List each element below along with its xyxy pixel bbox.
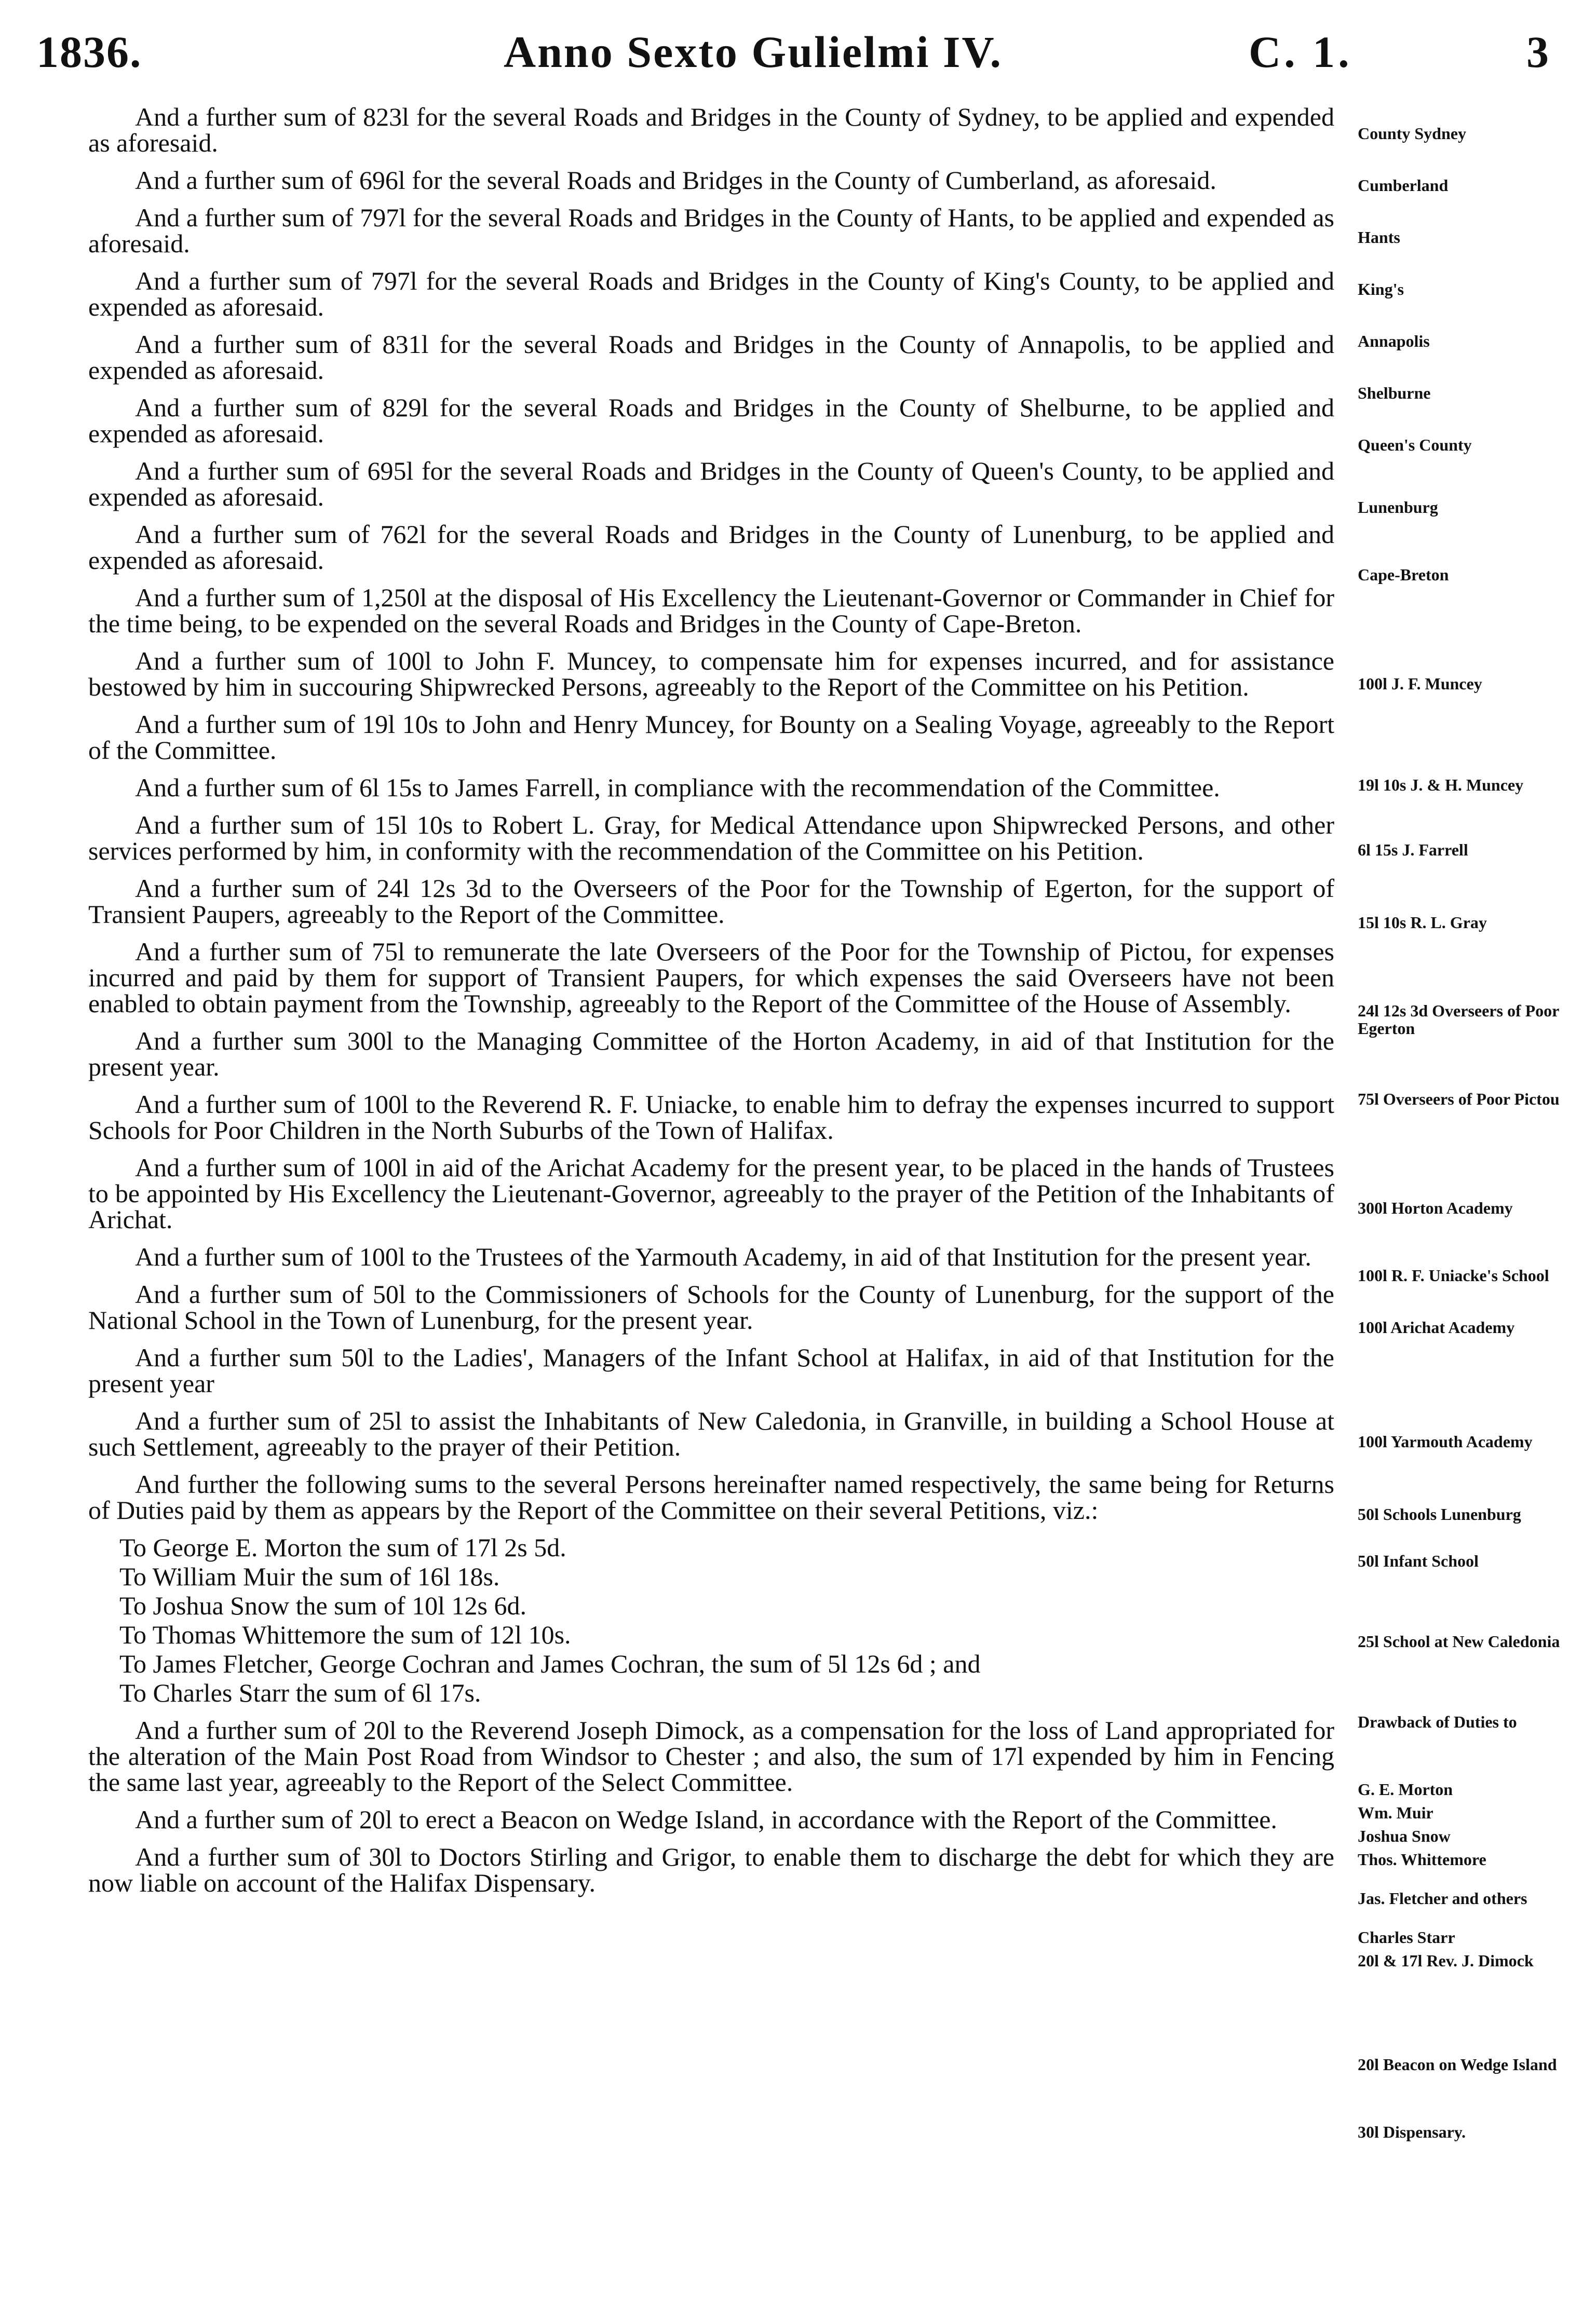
margin-note: Shelburne [1358, 384, 1431, 402]
main-text [88, 104, 1334, 1907]
margin-note: 6l 15s J. Farrell [1358, 840, 1468, 859]
entry-infant-school: And a further sum 50l to the Ladies', Managers of the Infant School at Halifax, in aid of that Institution for the present year [88, 1343, 1334, 1398]
entry-farrell: And a further sum of 6l 15s to James Farrell, in compliance with the recommendation of the Committee. [135, 773, 1220, 802]
margin-note: King's [1358, 280, 1404, 298]
entry-drawback: And further the following sums to the several Persons hereinafter named respectively, the same being for Returns of Duties paid by them as appears by the Report of the Committee on their several Petitions, viz.: [88, 1470, 1334, 1525]
entry-lunenburg: And a further sum of 762l for the several Roads and Bridges in the County of Lunenburg, to be applied and expended as aforesaid. [88, 520, 1334, 575]
entry-kings: And a further sum of 797l for the several Roads and Bridges in the County of King's County, to be applied and expended as aforesaid. [88, 266, 1334, 321]
entry-schools-lunenburg: And a further sum of 50l to the Commissioners of Schools for the County of Lunenburg, for the support of the National School in the Town of Lunenburg, for the present year. [88, 1280, 1334, 1335]
margin-note: Queen's County [1358, 436, 1472, 454]
margin-note: G. E. Morton [1358, 1780, 1453, 1799]
entry-cape-breton: And a further sum of 1,250l at the disposal of His Excellency the Lieutenant-Governor or Commander in Chief for the time being, to be expended on the several Roads and Bridges in the County of Cape-Breton. [88, 583, 1334, 638]
entry-snow: To Joshua Snow the sum of 10l 12s 6d. [119, 1591, 527, 1620]
header-page-number: 3 [1526, 27, 1549, 77]
margin-note: 25l School at New Caledonia [1358, 1632, 1560, 1651]
entry-cumberland: And a further sum of 696l for the several Roads and Bridges in the County of Cumberland, as aforesaid. [135, 166, 1216, 195]
entry-new-caledonia: And a further sum of 25l to assist the Inhabitants of New Caledonia, in Granville, in building a School House at such Settlement, agreeably to the prayer of their Petition. [88, 1406, 1334, 1461]
entry-j-f-muncey: And a further sum of 100l to John F. Muncey, to compensate him for expenses incurred, and for assistance bestowed by him in succouring Shipwrecked Persons, agreeably to the Report of the Committee on his Petition. [88, 646, 1334, 701]
page-header [36, 21, 1563, 99]
margin-note: Joshua Snow [1358, 1827, 1451, 1845]
entry-beacon: And a further sum of 20l to erect a Beacon on Wedge Island, in accordance with the Report of the Committee. [135, 1805, 1277, 1834]
header-chapter: C. 1. [1249, 27, 1352, 77]
margin-note: Jas. Fletcher and others [1358, 1889, 1527, 1908]
entry-uniacke: And a further sum of 100l to the Reverend R. F. Uniacke, to enable him to defray the expenses incurred to support Schools for Poor Children in the North Suburbs of the Town of Halifax. [88, 1090, 1334, 1145]
margin-note: 20l Beacon on Wedge Island [1358, 2055, 1557, 2074]
header-title: Anno Sexto Gulielmi IV. [504, 27, 1003, 77]
margin-note: 75l Overseers of Poor Pictou [1358, 1090, 1560, 1108]
margin-note: Drawback of Duties to [1358, 1713, 1517, 1731]
margin-note: Thos. Whittemore [1358, 1850, 1486, 1869]
entry-sydney: And a further sum of 823l for the several Roads and Bridges in the County of Sydney, to be applied and expended as aforesaid. [88, 102, 1334, 157]
margin-note: 50l Infant School [1358, 1552, 1479, 1570]
margin-note: 100l J. F. Muncey [1358, 674, 1482, 693]
entry-starr: To Charles Starr the sum of 6l 17s. [119, 1678, 481, 1707]
margin-note: 15l 10s R. L. Gray [1358, 913, 1487, 932]
margin-note: 19l 10s J. & H. Muncey [1358, 776, 1524, 794]
entry-hants: And a further sum of 797l for the several Roads and Bridges in the County of Hants, to be applied and expended as aforesaid. [88, 203, 1334, 258]
entry-queens: And a further sum of 695l for the several Roads and Bridges in the County of Queen's County, to be applied and expended as aforesaid. [88, 456, 1334, 511]
margin-note: 50l Schools Lunenburg [1358, 1505, 1521, 1524]
margin-note: 100l R. F. Uniacke's School [1358, 1266, 1549, 1285]
margin-note: 100l Arichat Academy [1358, 1318, 1515, 1337]
margin-note: 20l & 17l Rev. J. Dimock [1358, 1951, 1534, 1970]
entry-yarmouth: And a further sum of 100l to the Trustees of the Yarmouth Academy, in aid of that Institution for the present year. [135, 1242, 1311, 1271]
entry-dimock: And a further sum of 20l to the Reverend Joseph Dimock, as a compensation for the loss of Land appropriated for the alteration of the Main Post Road from Windsor to Chester ; and also, the sum of 17l expended by him in Fencing the same last year, agreeably to the Report of the Select Committee. [88, 1716, 1334, 1797]
entry-morton: To George E. Morton the sum of 17l 2s 5d. [119, 1533, 566, 1562]
entry-whittemore: To Thomas Whittemore the sum of 12l 10s. [119, 1620, 571, 1649]
margin-note: Charles Starr [1358, 1928, 1455, 1947]
margin-note: County Sydney [1358, 124, 1466, 143]
entry-arichat: And a further sum of 100l in aid of the Arichat Academy for the present year, to be placed in the hands of Trustees to be appointed by His Excellency the Lieutenant-Governor, agreeably to the prayer of the Petition of the Inhabitants of Arichat. [88, 1153, 1334, 1234]
margin-note: Cumberland [1358, 176, 1449, 195]
entry-annapolis: And a further sum of 831l for the several Roads and Bridges in the County of Annapolis, to be applied and expended as aforesaid. [88, 330, 1334, 385]
margin-note: Lunenburg [1358, 498, 1438, 517]
entry-dispensary: And a further sum of 30l to Doctors Stirling and Grigor, to enable them to discharge the debt for which they are now liable on account of the Halifax Dispensary. [88, 1842, 1334, 1897]
margin-note: Wm. Muir [1358, 1803, 1433, 1822]
header-year: 1836. [36, 27, 142, 77]
entry-muir: To William Muir the sum of 16l 18s. [119, 1562, 500, 1591]
margin-note: Cape-Breton [1358, 565, 1449, 584]
margin-note: 24l 12s 3d Overseers of Poor Egerton [1358, 1001, 1559, 1038]
entry-fletcher: To James Fletcher, George Cochran and James Cochran, the sum of 5l 12s 6d ; and [119, 1649, 981, 1678]
entry-j-h-muncey: And a further sum of 19l 10s to John and Henry Muncey, for Bounty on a Sealing Voyage, agreeably to the Report of the Committee. [88, 710, 1334, 765]
entry-egerton: And a further sum of 24l 12s 3d to the Overseers of the Poor for the Township of Egerton, for the support of Transient Paupers, agreeably to the Report of the Committee. [88, 874, 1334, 929]
margin-note: 100l Yarmouth Academy [1358, 1432, 1533, 1451]
entry-gray: And a further sum of 15l 10s to Robert L. Gray, for Medical Attendance upon Shipwrecked Persons, and other services performed by him, in conformity with the recommendation of the Committee on his Petition. [88, 810, 1334, 865]
entry-pictou: And a further sum of 75l to remunerate the late Overseers of the Poor for the Township of Pictou, for expenses incurred and paid by them for support of Transient Paupers, for which expenses the said Overseers have not been enabled to obtain payment from the Township, agreeably to the Report of the Committee of the House of Assembly. [88, 937, 1334, 1018]
margin-note: 30l Dispensary. [1358, 2123, 1466, 2141]
margin-note: Annapolis [1358, 332, 1430, 350]
entry-shelburne: And a further sum of 829l for the several Roads and Bridges in the County of Shelburne, to be applied and expended as aforesaid. [88, 393, 1334, 448]
margin-note: 300l Horton Academy [1358, 1199, 1513, 1217]
entry-horton: And a further sum 300l to the Managing Committee of the Horton Academy, in aid of that Institution for the present year. [88, 1026, 1334, 1081]
margin-note: Hants [1358, 228, 1400, 247]
